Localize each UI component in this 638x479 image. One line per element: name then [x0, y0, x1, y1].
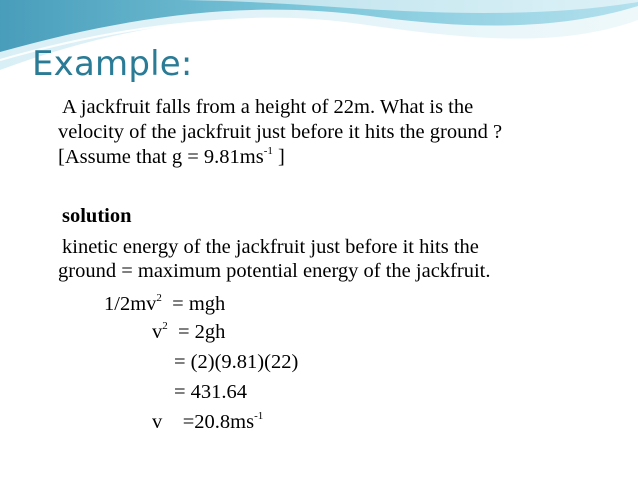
eq5-exponent: -1 — [254, 410, 264, 422]
explanation-line-2: ground = maximum potential energy of the jackfruit. — [58, 260, 491, 282]
equation-4: = 431.64 — [174, 381, 248, 403]
slide-title: Example: — [32, 44, 193, 84]
solution-heading: solution — [62, 205, 132, 227]
eq2-exponent: 2 — [162, 320, 168, 332]
eq1-left: 1/2mv — [104, 293, 157, 315]
eq5-left: v =20.8ms — [152, 411, 255, 433]
eq1-exponent: 2 — [156, 292, 162, 304]
assumption-text: [Assume that g = 9.81ms — [58, 146, 264, 168]
eq1-right: = mgh — [161, 293, 226, 315]
question-line-3 — [58, 145, 285, 169]
equation-1 — [104, 292, 225, 316]
assumption-exponent: -1 — [263, 145, 273, 157]
explanation-line-1: kinetic energy of the jackfruit just before it hits the — [62, 236, 479, 258]
question-line-2: velocity of the jackfruit just before it hits the ground ? — [58, 121, 503, 143]
assumption-close: ] — [272, 146, 285, 168]
equation-2 — [152, 320, 225, 344]
eq2-right: = 2gh — [167, 321, 226, 343]
question-line-1: A jackfruit falls from a height of 22m. What is the — [62, 96, 474, 118]
equation-3: = (2)(9.81)(22) — [174, 351, 299, 373]
equation-5 — [152, 410, 263, 434]
eq2-left: v — [152, 321, 163, 343]
